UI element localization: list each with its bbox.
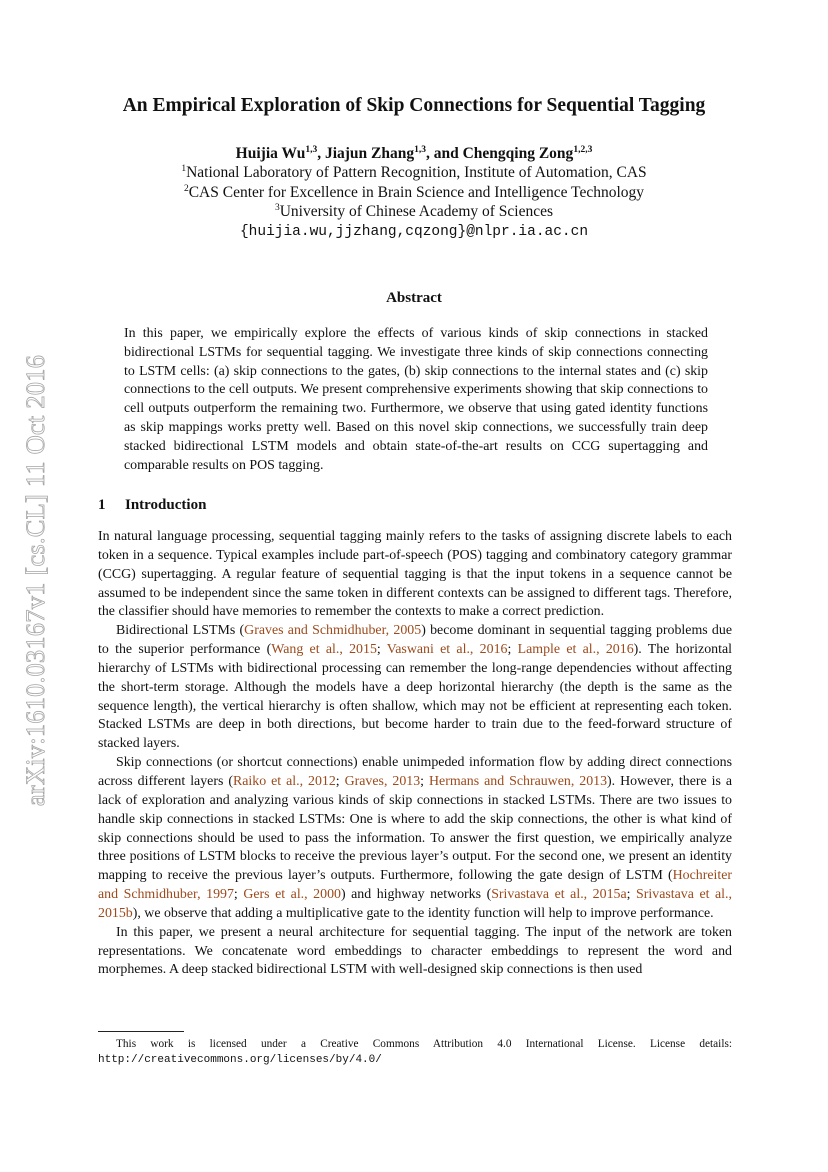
citation-link[interactable]: Srivastava et al., 2015b	[98, 887, 732, 921]
author-name: Jiajun Zhang	[324, 145, 415, 163]
paragraph-text: ) and highway networks (	[340, 887, 492, 903]
paragraph	[98, 754, 732, 924]
citation-link[interactable]: Srivastava et al., 2015a	[491, 887, 627, 903]
citation-link[interactable]: Lample et al., 2016	[517, 642, 634, 658]
footnote-text: This work is licensed under a Creative Commons Attribution 4.0 International License. License details:	[116, 1038, 732, 1050]
author-affiliation-marker: 1,3	[414, 145, 426, 155]
affiliation-1: $^1$National Laboratory of Pattern Recognition, Institute of Automation, CAS	[181, 164, 647, 182]
paragraph-text: ;	[335, 773, 345, 789]
citation-link[interactable]: Hochreiter and Schmidhuber, 1997	[98, 868, 732, 903]
abstract-text: In this paper, we empirically explore the effects of various kinds of skip connections in stacked bidirectional LSTMs for sequential tagging. We investigate three kinds of skip connections connecting to LSTM cells: (a) skip connections to the gates, (b) skip connections to the internal states and (c) skip connections to the cell outputs. We present comprehensive experiments showing that skip connections to cell outputs outperform the remaining two. Furthermore, we observe that using gated identity functions as skip mappings works pretty well. Based on this novel skip connections, we successfully train deep stacked bidirectional LSTM models and obtain state-of-the-art results on CCG supertagging and comparable results on POS tagging.	[124, 326, 708, 473]
citation-link[interactable]: Gers et al., 2000	[243, 887, 341, 903]
paragraph-text: ;	[507, 642, 518, 658]
citation-link[interactable]: Graves and Schmidhuber, 2005	[244, 623, 422, 639]
paragraph	[98, 528, 732, 622]
author-name: Huijia Wu	[235, 145, 306, 163]
paragraph-text: Skip connections (or shortcut connections) enable unimpeded information flow by adding direct connections across different layers (	[98, 755, 732, 789]
paragraph-text: ) become dominant in sequential tagging problems due to the superior performance (	[98, 623, 732, 658]
section-title: Introduction	[125, 497, 207, 513]
paragraph-text: ). The horizontal hierarchy of LSTMs with bidirectional processing can remember the long-range dependencies without affecting the short-term storage. Although the models have a deep horizontal hierarchy (the depth is the same as the sequence length), the vertical hierarchy is often shallow, which may not be efficient at representing each token. Stacked LSTMs are deep in both directions, but become harder to train due to the feed-forward structure of stacked layers.	[98, 642, 732, 752]
arxiv-identifier-stamp	[18, 334, 54, 826]
author-affiliation-marker: 1,2,3	[573, 145, 593, 155]
paragraph	[98, 622, 732, 754]
citation-link[interactable]: Hermans and Schrauwen, 2013	[429, 773, 608, 789]
paragraph-text: ;	[626, 887, 637, 903]
paragraph-text: In this paper, we present a neural architecture for sequential tagging. The input of the network are token representations. We concatenate word embeddings to character embeddings to represent the word and morphemes. A deep stacked bidirectional LSTM with well-designed skip connections is then used	[98, 924, 732, 978]
paper-title: An Empirical Exploration of Skip Connections for Sequential Tagging	[122, 95, 706, 116]
paragraph-text: ;	[420, 773, 429, 789]
affiliation-2: $^2$CAS Center for Excellence in Brain Science and Intelligence Technology	[183, 183, 645, 201]
abstract-heading: Abstract	[386, 290, 442, 306]
author-name: Chengqing Zong	[462, 145, 574, 163]
paragraph-text: ), we observe that adding a multiplicative gate to the identity function will help to improve performance.	[132, 905, 714, 921]
paragraph-text: In natural language processing, sequential tagging mainly refers to the tasks of assigning discrete labels to each token in a sequence. Typical examples include part-of-speech (POS) tagging and combinatory category grammar (CCG) supertagging. A regular feature of sequential tagging is that the input tokens in a sequence cannot be assumed to be independent since the same token in different contexts can be assigned to different tags. Therefore, the classifier should have memories to remember the contexts to make a correct prediction.	[98, 529, 732, 620]
body-text	[98, 528, 732, 980]
license-link[interactable]: http://creativecommons.org/licenses/by/4.0/	[98, 1053, 382, 1066]
citation-link[interactable]: Graves, 2013	[344, 773, 421, 789]
paragraph-text: ;	[233, 887, 244, 903]
paragraph-text: ;	[376, 642, 387, 658]
citation-link[interactable]: Raiko et al., 2012	[232, 773, 336, 789]
footnote-rule	[98, 1031, 184, 1032]
section-number: 1	[98, 497, 106, 513]
citation-link[interactable]: Vaswani et al., 2016	[386, 642, 508, 658]
citation-link[interactable]: Wang et al., 2015	[271, 642, 377, 658]
paragraph-text: ). However, there is a lack of exploration and analyzing various kinds of skip connections in stacked LSTMs. There are two issues to handle skip connections in stacked LSTMs: One is where to add the skip connections, the other is what kind of skip connections should be used to pass the information. To answer the first question, we empirically analyze three positions of LSTM blocks to receive the previous layer’s output. For the second one, we present an identity mapping to receive the previous layer’s outputs. Furthermore, following the gate design of LSTM (	[98, 773, 732, 884]
arxiv-id: arXiv:1610.03167v1 [cs.CL] 11 Oct 2016	[20, 354, 51, 806]
author-email: {huijia.wu,jjzhang,cqzong}@nlpr.ia.ac.cn	[239, 224, 589, 240]
section-heading	[98, 497, 206, 514]
author-affiliation-marker: 1,3	[305, 145, 318, 155]
footnote	[98, 1037, 732, 1067]
paragraph-text: Bidirectional LSTMs (	[116, 623, 245, 639]
affiliation-3: $^3$University of Chinese Academy of Sciences	[274, 203, 554, 221]
author-list: Huijia Wu$^{1,3}$, Jiajun Zhang$^{1,3}$, and Chengqing Zong$^{1,2,3}$	[235, 145, 593, 163]
paragraph	[98, 924, 732, 981]
